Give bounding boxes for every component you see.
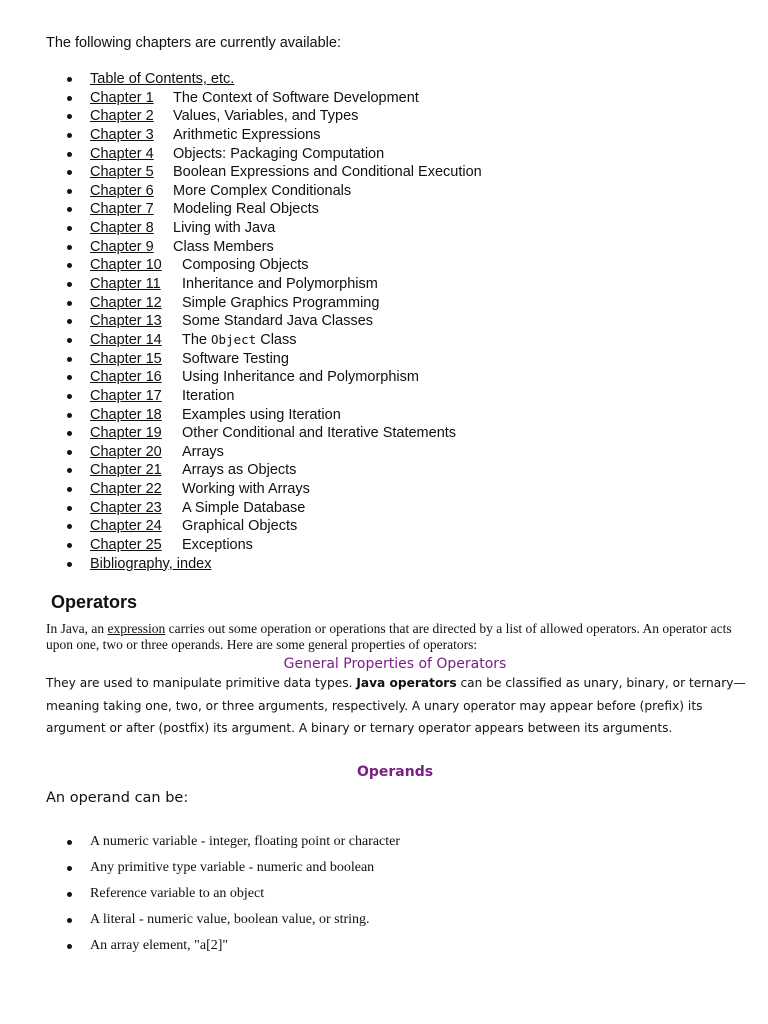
chapter-link[interactable]: Chapter 22 [90, 481, 162, 498]
body-pre: They are used to manipulate primitive data types. [46, 676, 353, 690]
expression-link[interactable]: expression [107, 621, 166, 636]
chapter-title: Inheritance and Polymorphism [182, 276, 378, 293]
chapter-link[interactable]: Chapter 19 [90, 425, 162, 442]
chapter-link[interactable]: Chapter 10 [90, 257, 162, 274]
intro-text: The following chapters are currently available: [46, 35, 341, 51]
chapter-link[interactable]: Chapter 24 [90, 518, 162, 535]
para-pre: In Java, an [46, 621, 105, 636]
chapter-link[interactable]: Chapter 13 [90, 313, 162, 330]
operands-heading: Operands [356, 764, 434, 780]
operand-item-text: Reference variable to an object [90, 886, 265, 901]
chapter-title: Modeling Real Objects [173, 201, 319, 218]
chapter-link[interactable]: Chapter 25 [90, 537, 162, 554]
chapter-link[interactable]: Chapter 23 [90, 499, 162, 516]
chapter-link[interactable]: Chapter 6 [90, 182, 154, 199]
chapter-title: Graphical Objects [182, 518, 298, 535]
chapter-link[interactable]: Chapter 15 [90, 350, 162, 367]
chapter-title: Arrays [182, 443, 224, 460]
chapter-link[interactable]: Chapter 12 [90, 294, 162, 311]
chapter-link[interactable]: Chapter 4 [90, 145, 154, 162]
operators-paragraph [46, 621, 746, 653]
chapter-title: Using Inheritance and Polymorphism [182, 369, 419, 386]
bibliography-link[interactable]: Bibliography, index [90, 555, 212, 572]
chapter-title: More Complex Conditionals [173, 182, 352, 199]
chapter-link[interactable]: Chapter 9 [90, 238, 154, 255]
chapter-title: Arrays as Objects [182, 462, 297, 479]
chapter-link[interactable]: Chapter 5 [90, 164, 154, 181]
chapter-title: Iteration [182, 387, 235, 404]
body-post: can be classified as unary, binary, or ternary—meaning taking one, two, or three arguments, respectively. A unary operator may appear before (prefix) its argument or after (postfix) its argument. A binary or ternary operator appears between its arguments. [46, 676, 746, 735]
chapter-title: Objects: Packaging Computation [173, 145, 385, 162]
chapter-title: Software Testing [182, 350, 289, 367]
chapter-title: Class Members [173, 238, 274, 255]
chapter-title [182, 331, 296, 349]
operand-item-text: A literal - numeric value, boolean value, or string. [90, 912, 370, 927]
chapter-title: Arithmetic Expressions [173, 126, 321, 143]
chapter-link[interactable]: Chapter 21 [90, 462, 162, 479]
chapter-title-code: Object [211, 331, 257, 347]
chapter-title: Living with Java [173, 220, 276, 237]
chapter-title-post: Class [260, 331, 297, 348]
operand-item-text: An array element, "a[2]" [90, 938, 229, 953]
chapter-title: Other Conditional and Iterative Statements [182, 425, 457, 442]
general-properties-heading: General Properties of Operators [283, 656, 507, 672]
chapter-title: Boolean Expressions and Conditional Execution [173, 164, 482, 181]
chapter-title: Composing Objects [182, 257, 309, 274]
chapter-title: A Simple Database [182, 499, 306, 516]
chapter-link[interactable]: Chapter 3 [90, 126, 154, 143]
chapter-link[interactable]: Chapter 20 [90, 443, 162, 460]
operators-heading: Operators [51, 592, 138, 612]
chapter-title: The Context of Software Development [173, 89, 419, 106]
chapter-link[interactable]: Chapter 14 [90, 331, 162, 348]
chapter-title: Some Standard Java Classes [182, 313, 374, 330]
chapter-title: Values, Variables, and Types [173, 108, 359, 125]
chapter-link[interactable]: Chapter 8 [90, 220, 154, 237]
toc-link[interactable]: Table of Contents, etc. [90, 71, 235, 87]
operand-item-text: Any primitive type variable - numeric and boolean [90, 860, 375, 875]
chapter-link[interactable]: Chapter 11 [90, 276, 161, 293]
chapter-link[interactable]: Chapter 18 [90, 406, 162, 423]
chapter-link[interactable]: Chapter 16 [90, 369, 162, 386]
operand-item-text: A numeric variable - integer, floating point or character [90, 834, 401, 849]
chapter-title: Exceptions [182, 537, 253, 554]
chapter-title: Simple Graphics Programming [182, 294, 380, 311]
java-operators-bold: Java operators [356, 676, 457, 690]
para-post: carries out some operation or operations that are directed by a list of allowed operators. An operator acts upon one, two or three operands. Here are some general properties of operators: [46, 621, 732, 652]
chapter-link[interactable]: Chapter 1 [90, 89, 154, 106]
operand-intro: An operand can be: [46, 790, 189, 806]
general-properties-text [46, 672, 746, 740]
chapter-link[interactable]: Chapter 17 [90, 387, 162, 404]
chapter-title: Working with Arrays [182, 481, 310, 498]
chapter-title-pre: The [182, 331, 207, 348]
chapter-link[interactable]: Chapter 2 [90, 108, 154, 125]
chapter-title: Examples using Iteration [182, 406, 341, 423]
chapter-link[interactable]: Chapter 7 [90, 201, 154, 218]
